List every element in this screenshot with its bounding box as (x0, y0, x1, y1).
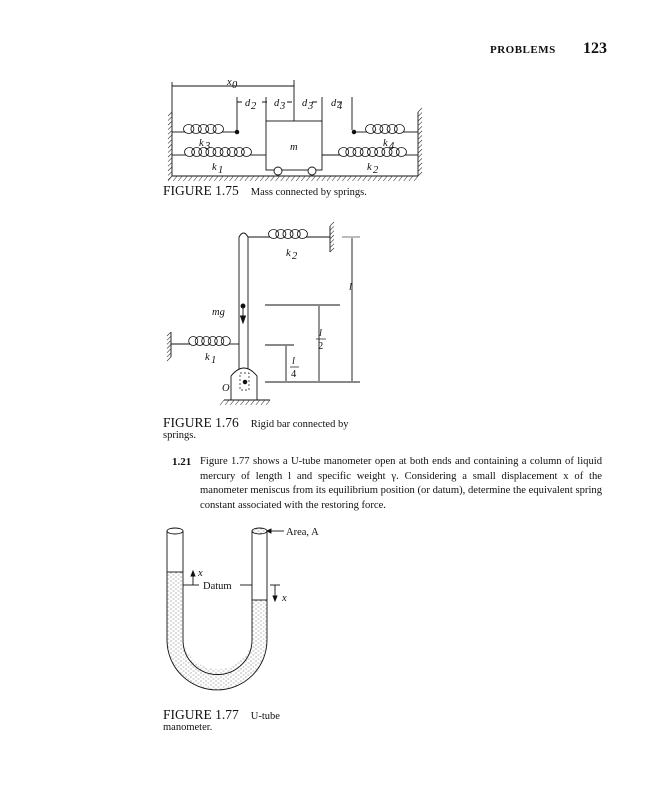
label-k1-sub: 1 (211, 355, 217, 366)
area-hatch (252, 528, 267, 534)
figure-1-75-caption (163, 182, 367, 200)
figure-number: FIGURE 1.76 (163, 415, 239, 430)
running-header-section: PROBLEMS (490, 44, 556, 56)
label-k2: k (286, 248, 291, 259)
label-k1: k (212, 162, 217, 173)
label-l: l (349, 282, 352, 293)
label-quarter-den: 4 (291, 369, 297, 380)
label-k4-sub: 4 (389, 141, 395, 152)
wheel-right (308, 167, 316, 175)
page-number: 123 (583, 40, 607, 57)
figure-caption: Rigid bar connected by (250, 419, 349, 430)
label-k2: k (367, 162, 372, 173)
figure-1-77-diagram (167, 528, 284, 690)
figure-caption: Mass connected by springs. (250, 187, 367, 198)
label-x0: x (227, 77, 232, 88)
spring-k1 (185, 148, 252, 157)
label-d2: d (245, 98, 251, 109)
label-k3-sub: 3 (205, 141, 211, 152)
spring-k4 (366, 125, 405, 134)
label-datum: Datum (203, 581, 232, 592)
label-mass: m (290, 142, 298, 153)
spring-k1-bar (189, 337, 231, 346)
label-x-up: x (198, 568, 203, 579)
figure-number: FIGURE 1.77 (163, 707, 239, 722)
label-half-den: 2 (318, 341, 324, 352)
label-d3b-sub: 3 (308, 101, 314, 112)
label-quarter-num: l (292, 356, 295, 367)
rigid-bar (239, 233, 248, 370)
label-O: O (222, 383, 230, 394)
label-k3: k (199, 138, 204, 149)
spring-k3 (184, 125, 224, 134)
label-half-num: l (319, 328, 322, 339)
label-k2-sub: 2 (373, 165, 379, 176)
wheel-left (274, 167, 282, 175)
spring-k2 (339, 148, 407, 157)
figure-caption-cont: manometer. (163, 722, 213, 733)
figure-1-76-labels (205, 248, 352, 394)
label-d3a-sub: 3 (280, 101, 286, 112)
label-x0-sub: 0 (232, 80, 238, 91)
label-k1: k (205, 352, 210, 363)
label-d4-sub: 4 (337, 101, 343, 112)
figure-1-76-diagram (171, 226, 360, 400)
problem-text: Figure 1.77 shows a U-tube manometer open at both ends and containing a column of liquid mercury of length l and specific weight γ. Considering a small displacement x of the manometer meniscus from its equilibrium position (or datum), determine the equivalent spring constant associated with the restoring force. (200, 456, 602, 512)
label-d4: d (331, 98, 337, 109)
figure-caption: U-tube (250, 711, 280, 722)
figure-1-77-labels (197, 527, 319, 604)
label-d3a: d (274, 98, 280, 109)
label-d2-sub: 2 (251, 101, 257, 112)
label-k4: k (383, 138, 388, 149)
spring-k2-bar (269, 230, 308, 239)
label-k2-sub: 2 (292, 251, 298, 262)
figure-1-75-labels (199, 77, 395, 176)
label-mg: mg (212, 307, 225, 318)
label-d3b: d (302, 98, 308, 109)
label-k1-sub: 1 (218, 165, 224, 176)
figure-number: FIGURE 1.75 (163, 183, 239, 198)
figure-caption-cont: springs. (163, 430, 196, 441)
problem-number: 1.21 (172, 456, 192, 468)
label-area: Area, A (286, 527, 319, 538)
label-x-down: x (282, 593, 287, 604)
